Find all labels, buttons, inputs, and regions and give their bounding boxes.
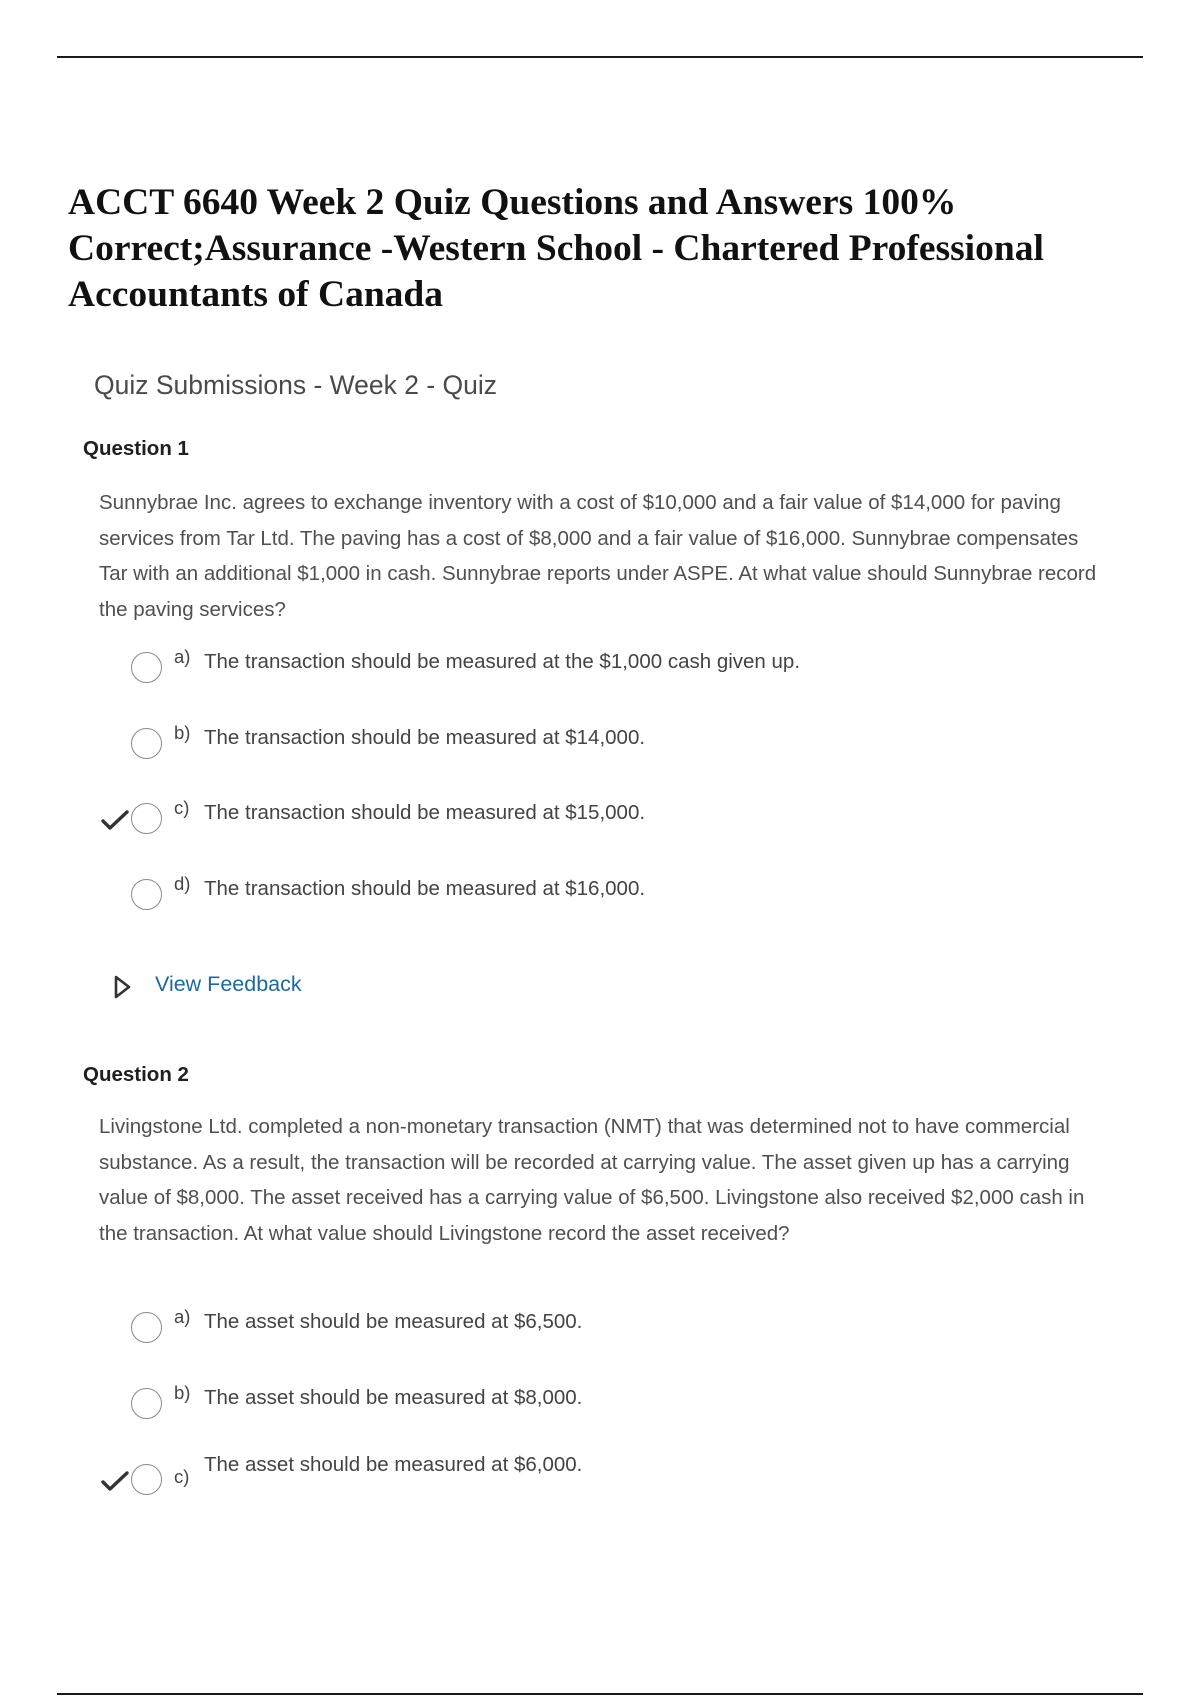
option-text: The asset should be measured at $6,500. xyxy=(204,1310,583,1333)
correct-checkmark-icon xyxy=(100,1464,130,1498)
radio-button[interactable] xyxy=(131,1388,162,1419)
q2-option-a[interactable] xyxy=(100,1306,1000,1346)
option-text: The transaction should be measured at the $1,000 cash given up. xyxy=(204,650,801,673)
expand-triangle-icon[interactable] xyxy=(112,974,134,1000)
radio-button[interactable] xyxy=(131,652,162,683)
document-title: ACCT 6640 Week 2 Quiz Questions and Answers 100% Correct;Assurance -Western School - Chartered Professional Accountants of Canada xyxy=(68,182,1044,315)
top-divider xyxy=(57,56,1143,58)
radio-button[interactable] xyxy=(131,728,162,759)
question-2-label: Question 2 xyxy=(83,1063,189,1086)
option-letter: c) xyxy=(174,797,190,818)
q1-option-a[interactable] xyxy=(100,646,1000,686)
question-1-text: Sunnybrae Inc. agrees to exchange inventory with a cost of $10,000 and a fair value of $14,000 for paving services from Tar Ltd. The paving has a cost of $8,000 and a fair value of $16,000. Sunnybrae compensates Tar with an additional $1,000 in cash. Sunnybrae reports under ASPE. At what value should Sunnybrae record the paving services? xyxy=(99,491,1097,621)
radio-button[interactable] xyxy=(131,1464,162,1495)
view-feedback-link[interactable]: View Feedback xyxy=(155,972,302,996)
q2-option-c[interactable] xyxy=(100,1453,1000,1498)
radio-button[interactable] xyxy=(131,879,162,910)
q1-option-d[interactable] xyxy=(100,873,1000,913)
option-letter: c) xyxy=(174,1466,190,1487)
q2-option-b[interactable] xyxy=(100,1382,1000,1422)
option-letter: b) xyxy=(174,1382,191,1403)
question-1-label: Question 1 xyxy=(83,437,189,460)
q1-option-c[interactable] xyxy=(100,797,1000,837)
quiz-heading: Quiz Submissions - Week 2 - Quiz xyxy=(94,370,498,400)
radio-button[interactable] xyxy=(131,803,162,834)
option-letter: a) xyxy=(174,1306,191,1327)
option-text: The asset should be measured at $8,000. xyxy=(204,1386,583,1409)
option-text: The transaction should be measured at $14,000. xyxy=(204,726,646,749)
q1-option-b[interactable] xyxy=(100,722,1000,762)
view-feedback-toggle[interactable] xyxy=(112,972,372,1002)
option-text: The transaction should be measured at $16,000. xyxy=(204,877,646,900)
option-letter: a) xyxy=(174,646,191,667)
radio-button[interactable] xyxy=(131,1312,162,1343)
option-letter: b) xyxy=(174,722,191,743)
option-text: The asset should be measured at $6,000. xyxy=(204,1453,583,1476)
option-letter: d) xyxy=(174,873,191,894)
option-text: The transaction should be measured at $15,000. xyxy=(204,801,646,824)
bottom-divider xyxy=(57,1693,1143,1695)
question-2-text: Livingstone Ltd. completed a non-monetary transaction (NMT) that was determined not to have commercial substance. As a result, the transaction will be recorded at carrying value. The asset given up has a carrying value of $8,000. The asset received has a carrying value of $6,500. Livingstone also received $2,000 cash in the transaction. At what value should Livingstone record the asset received? xyxy=(99,1115,1085,1245)
correct-checkmark-icon xyxy=(100,803,130,837)
